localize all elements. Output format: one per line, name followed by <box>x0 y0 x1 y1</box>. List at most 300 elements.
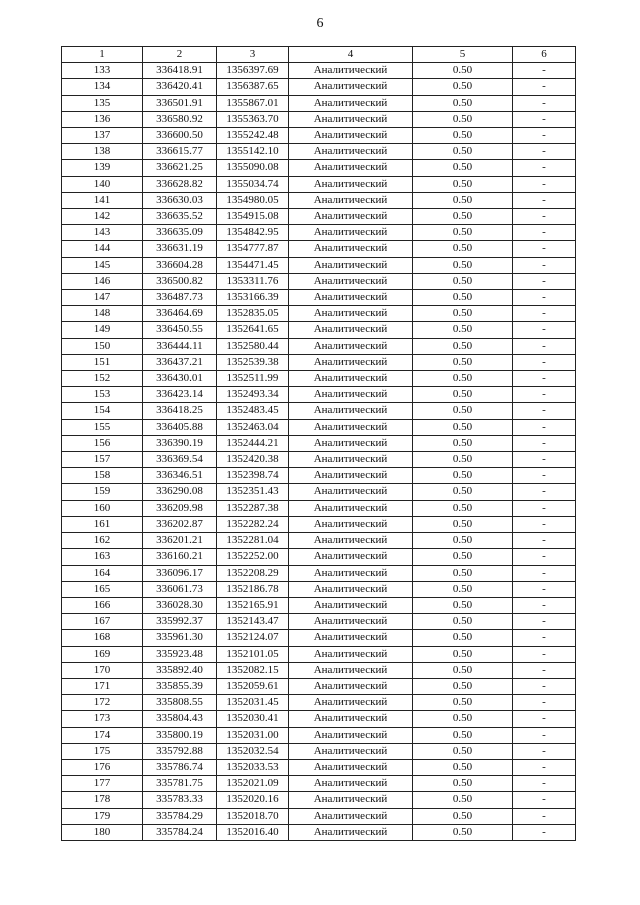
table-row <box>62 160 576 176</box>
table-row <box>62 63 576 79</box>
x-coordinate-cell: 336096.17 <box>143 565 217 581</box>
table-row <box>62 711 576 727</box>
table-row <box>62 290 576 306</box>
point-number-cell: 158 <box>62 468 143 484</box>
y-coordinate-cell: 1352420.38 <box>217 452 289 468</box>
point-number-cell: 174 <box>62 727 143 743</box>
note-cell: - <box>513 516 576 532</box>
y-coordinate-cell: 1352031.00 <box>217 727 289 743</box>
x-coordinate-cell: 336202.87 <box>143 516 217 532</box>
method-cell: Аналитический <box>289 792 413 808</box>
note-cell: - <box>513 371 576 387</box>
x-coordinate-cell: 335784.24 <box>143 824 217 840</box>
accuracy-cell: 0.50 <box>413 176 513 192</box>
y-coordinate-cell: 1352252.00 <box>217 549 289 565</box>
y-coordinate-cell: 1352483.45 <box>217 403 289 419</box>
accuracy-cell: 0.50 <box>413 306 513 322</box>
method-cell: Аналитический <box>289 79 413 95</box>
point-number-cell: 133 <box>62 63 143 79</box>
table-row <box>62 581 576 597</box>
column-header: 3 <box>217 47 289 63</box>
table-row <box>62 549 576 565</box>
method-cell: Аналитический <box>289 776 413 792</box>
y-coordinate-cell: 1352101.05 <box>217 646 289 662</box>
table-row <box>62 144 576 160</box>
x-coordinate-cell: 336631.19 <box>143 241 217 257</box>
note-cell: - <box>513 727 576 743</box>
x-coordinate-cell: 335892.40 <box>143 662 217 678</box>
table-row <box>62 808 576 824</box>
accuracy-cell: 0.50 <box>413 678 513 694</box>
accuracy-cell: 0.50 <box>413 209 513 225</box>
x-coordinate-cell: 336635.52 <box>143 209 217 225</box>
method-cell: Аналитический <box>289 759 413 775</box>
method-cell: Аналитический <box>289 533 413 549</box>
y-coordinate-cell: 1355363.70 <box>217 111 289 127</box>
x-coordinate-cell: 336290.08 <box>143 484 217 500</box>
method-cell: Аналитический <box>289 371 413 387</box>
accuracy-cell: 0.50 <box>413 241 513 257</box>
note-cell: - <box>513 759 576 775</box>
note-cell: - <box>513 160 576 176</box>
column-header: 2 <box>143 47 217 63</box>
point-number-cell: 156 <box>62 435 143 451</box>
note-cell: - <box>513 209 576 225</box>
accuracy-cell: 0.50 <box>413 549 513 565</box>
method-cell: Аналитический <box>289 95 413 111</box>
accuracy-cell: 0.50 <box>413 419 513 435</box>
method-cell: Аналитический <box>289 354 413 370</box>
point-number-cell: 179 <box>62 808 143 824</box>
method-cell: Аналитический <box>289 565 413 581</box>
x-coordinate-cell: 336437.21 <box>143 354 217 370</box>
x-coordinate-cell: 335961.30 <box>143 630 217 646</box>
accuracy-cell: 0.50 <box>413 468 513 484</box>
note-cell: - <box>513 695 576 711</box>
method-cell: Аналитический <box>289 273 413 289</box>
accuracy-cell: 0.50 <box>413 727 513 743</box>
point-number-cell: 137 <box>62 128 143 144</box>
note-cell: - <box>513 403 576 419</box>
y-coordinate-cell: 1354842.95 <box>217 225 289 241</box>
note-cell: - <box>513 338 576 354</box>
x-coordinate-cell: 336450.55 <box>143 322 217 338</box>
note-cell: - <box>513 549 576 565</box>
y-coordinate-cell: 1352398.74 <box>217 468 289 484</box>
accuracy-cell: 0.50 <box>413 824 513 840</box>
point-number-cell: 148 <box>62 306 143 322</box>
y-coordinate-cell: 1352511.99 <box>217 371 289 387</box>
accuracy-cell: 0.50 <box>413 111 513 127</box>
point-number-cell: 144 <box>62 241 143 257</box>
x-coordinate-cell: 335808.55 <box>143 695 217 711</box>
column-header: 6 <box>513 47 576 63</box>
method-cell: Аналитический <box>289 176 413 192</box>
table-row <box>62 743 576 759</box>
table-row <box>62 306 576 322</box>
y-coordinate-cell: 1352030.41 <box>217 711 289 727</box>
method-cell: Аналитический <box>289 290 413 306</box>
point-number-cell: 166 <box>62 597 143 613</box>
x-coordinate-cell: 336061.73 <box>143 581 217 597</box>
accuracy-cell: 0.50 <box>413 160 513 176</box>
point-number-cell: 141 <box>62 192 143 208</box>
table-row <box>62 387 576 403</box>
method-cell: Аналитический <box>289 225 413 241</box>
table-row <box>62 111 576 127</box>
y-coordinate-cell: 1355242.48 <box>217 128 289 144</box>
method-cell: Аналитический <box>289 241 413 257</box>
point-number-cell: 143 <box>62 225 143 241</box>
table-row <box>62 273 576 289</box>
method-cell: Аналитический <box>289 808 413 824</box>
point-number-cell: 153 <box>62 387 143 403</box>
accuracy-cell: 0.50 <box>413 695 513 711</box>
x-coordinate-cell: 336160.21 <box>143 549 217 565</box>
y-coordinate-cell: 1352124.07 <box>217 630 289 646</box>
accuracy-cell: 0.50 <box>413 581 513 597</box>
note-cell: - <box>513 419 576 435</box>
method-cell: Аналитический <box>289 695 413 711</box>
table-row <box>62 792 576 808</box>
y-coordinate-cell: 1352282.24 <box>217 516 289 532</box>
accuracy-cell: 0.50 <box>413 403 513 419</box>
note-cell: - <box>513 79 576 95</box>
table-row <box>62 419 576 435</box>
y-coordinate-cell: 1352444.21 <box>217 435 289 451</box>
table-row <box>62 79 576 95</box>
note-cell: - <box>513 597 576 613</box>
y-coordinate-cell: 1352143.47 <box>217 614 289 630</box>
note-cell: - <box>513 192 576 208</box>
note-cell: - <box>513 257 576 273</box>
accuracy-cell: 0.50 <box>413 435 513 451</box>
accuracy-cell: 0.50 <box>413 452 513 468</box>
accuracy-cell: 0.50 <box>413 743 513 759</box>
y-coordinate-cell: 1355142.10 <box>217 144 289 160</box>
method-cell: Аналитический <box>289 192 413 208</box>
note-cell: - <box>513 322 576 338</box>
table-row <box>62 354 576 370</box>
accuracy-cell: 0.50 <box>413 192 513 208</box>
accuracy-cell: 0.50 <box>413 630 513 646</box>
method-cell: Аналитический <box>289 452 413 468</box>
point-number-cell: 136 <box>62 111 143 127</box>
y-coordinate-cell: 1352032.54 <box>217 743 289 759</box>
x-coordinate-cell: 336346.51 <box>143 468 217 484</box>
y-coordinate-cell: 1352351.43 <box>217 484 289 500</box>
table-body <box>62 63 576 841</box>
y-coordinate-cell: 1352493.34 <box>217 387 289 403</box>
point-number-cell: 175 <box>62 743 143 759</box>
x-coordinate-cell: 336500.82 <box>143 273 217 289</box>
x-coordinate-cell: 336501.91 <box>143 95 217 111</box>
point-number-cell: 154 <box>62 403 143 419</box>
method-cell: Аналитический <box>289 306 413 322</box>
x-coordinate-cell: 335800.19 <box>143 727 217 743</box>
table-row <box>62 95 576 111</box>
method-cell: Аналитический <box>289 403 413 419</box>
x-coordinate-cell: 336430.01 <box>143 371 217 387</box>
x-coordinate-cell: 336420.41 <box>143 79 217 95</box>
table-row <box>62 192 576 208</box>
accuracy-cell: 0.50 <box>413 759 513 775</box>
accuracy-cell: 0.50 <box>413 711 513 727</box>
accuracy-cell: 0.50 <box>413 565 513 581</box>
note-cell: - <box>513 678 576 694</box>
note-cell: - <box>513 776 576 792</box>
y-coordinate-cell: 1352208.29 <box>217 565 289 581</box>
table-row <box>62 371 576 387</box>
accuracy-cell: 0.50 <box>413 354 513 370</box>
coordinates-table <box>61 46 576 841</box>
method-cell: Аналитический <box>289 614 413 630</box>
accuracy-cell: 0.50 <box>413 776 513 792</box>
x-coordinate-cell: 335804.43 <box>143 711 217 727</box>
note-cell: - <box>513 743 576 759</box>
x-coordinate-cell: 336580.92 <box>143 111 217 127</box>
accuracy-cell: 0.50 <box>413 63 513 79</box>
x-coordinate-cell: 335783.33 <box>143 792 217 808</box>
accuracy-cell: 0.50 <box>413 371 513 387</box>
table-row <box>62 452 576 468</box>
point-number-cell: 145 <box>62 257 143 273</box>
note-cell: - <box>513 662 576 678</box>
note-cell: - <box>513 354 576 370</box>
table-row <box>62 484 576 500</box>
y-coordinate-cell: 1355034.74 <box>217 176 289 192</box>
x-coordinate-cell: 335855.39 <box>143 678 217 694</box>
point-number-cell: 151 <box>62 354 143 370</box>
accuracy-cell: 0.50 <box>413 533 513 549</box>
method-cell: Аналитический <box>289 500 413 516</box>
method-cell: Аналитический <box>289 257 413 273</box>
point-number-cell: 142 <box>62 209 143 225</box>
accuracy-cell: 0.50 <box>413 257 513 273</box>
point-number-cell: 140 <box>62 176 143 192</box>
accuracy-cell: 0.50 <box>413 290 513 306</box>
note-cell: - <box>513 452 576 468</box>
note-cell: - <box>513 306 576 322</box>
table-row <box>62 662 576 678</box>
accuracy-cell: 0.50 <box>413 614 513 630</box>
column-header: 4 <box>289 47 413 63</box>
x-coordinate-cell: 336390.19 <box>143 435 217 451</box>
x-coordinate-cell: 336600.50 <box>143 128 217 144</box>
y-coordinate-cell: 1352835.05 <box>217 306 289 322</box>
table-row <box>62 322 576 338</box>
note-cell: - <box>513 565 576 581</box>
note-cell: - <box>513 435 576 451</box>
note-cell: - <box>513 144 576 160</box>
table-row <box>62 128 576 144</box>
point-number-cell: 139 <box>62 160 143 176</box>
x-coordinate-cell: 336201.21 <box>143 533 217 549</box>
accuracy-cell: 0.50 <box>413 662 513 678</box>
method-cell: Аналитический <box>289 727 413 743</box>
point-number-cell: 135 <box>62 95 143 111</box>
table-row <box>62 516 576 532</box>
point-number-cell: 147 <box>62 290 143 306</box>
point-number-cell: 168 <box>62 630 143 646</box>
point-number-cell: 171 <box>62 678 143 694</box>
method-cell: Аналитический <box>289 581 413 597</box>
method-cell: Аналитический <box>289 662 413 678</box>
note-cell: - <box>513 824 576 840</box>
y-coordinate-cell: 1355867.01 <box>217 95 289 111</box>
method-cell: Аналитический <box>289 128 413 144</box>
y-coordinate-cell: 1352018.70 <box>217 808 289 824</box>
table-row <box>62 727 576 743</box>
note-cell: - <box>513 225 576 241</box>
table-row <box>62 225 576 241</box>
note-cell: - <box>513 128 576 144</box>
y-coordinate-cell: 1353166.39 <box>217 290 289 306</box>
note-cell: - <box>513 808 576 824</box>
accuracy-cell: 0.50 <box>413 808 513 824</box>
method-cell: Аналитический <box>289 338 413 354</box>
y-coordinate-cell: 1352281.04 <box>217 533 289 549</box>
point-number-cell: 177 <box>62 776 143 792</box>
y-coordinate-cell: 1352463.04 <box>217 419 289 435</box>
x-coordinate-cell: 336621.25 <box>143 160 217 176</box>
method-cell: Аналитический <box>289 711 413 727</box>
method-cell: Аналитический <box>289 419 413 435</box>
column-header: 5 <box>413 47 513 63</box>
point-number-cell: 134 <box>62 79 143 95</box>
x-coordinate-cell: 336628.82 <box>143 176 217 192</box>
y-coordinate-cell: 1352287.38 <box>217 500 289 516</box>
point-number-cell: 161 <box>62 516 143 532</box>
accuracy-cell: 0.50 <box>413 95 513 111</box>
point-number-cell: 164 <box>62 565 143 581</box>
note-cell: - <box>513 792 576 808</box>
note-cell: - <box>513 290 576 306</box>
point-number-cell: 160 <box>62 500 143 516</box>
note-cell: - <box>513 711 576 727</box>
y-coordinate-cell: 1352082.15 <box>217 662 289 678</box>
y-coordinate-cell: 1353311.76 <box>217 273 289 289</box>
note-cell: - <box>513 484 576 500</box>
x-coordinate-cell: 335784.29 <box>143 808 217 824</box>
point-number-cell: 173 <box>62 711 143 727</box>
x-coordinate-cell: 336028.30 <box>143 597 217 613</box>
accuracy-cell: 0.50 <box>413 597 513 613</box>
table-row <box>62 533 576 549</box>
y-coordinate-cell: 1354915.08 <box>217 209 289 225</box>
method-cell: Аналитический <box>289 144 413 160</box>
table-row <box>62 403 576 419</box>
method-cell: Аналитический <box>289 824 413 840</box>
accuracy-cell: 0.50 <box>413 225 513 241</box>
accuracy-cell: 0.50 <box>413 500 513 516</box>
accuracy-cell: 0.50 <box>413 516 513 532</box>
accuracy-cell: 0.50 <box>413 273 513 289</box>
table-row <box>62 565 576 581</box>
point-number-cell: 159 <box>62 484 143 500</box>
table-row <box>62 500 576 516</box>
x-coordinate-cell: 335781.75 <box>143 776 217 792</box>
y-coordinate-cell: 1352580.44 <box>217 338 289 354</box>
page-number: 6 <box>316 16 324 31</box>
table-row <box>62 468 576 484</box>
note-cell: - <box>513 63 576 79</box>
point-number-cell: 149 <box>62 322 143 338</box>
y-coordinate-cell: 1356397.69 <box>217 63 289 79</box>
point-number-cell: 150 <box>62 338 143 354</box>
x-coordinate-cell: 335786.74 <box>143 759 217 775</box>
x-coordinate-cell: 336369.54 <box>143 452 217 468</box>
accuracy-cell: 0.50 <box>413 338 513 354</box>
point-number-cell: 172 <box>62 695 143 711</box>
method-cell: Аналитический <box>289 646 413 662</box>
point-number-cell: 178 <box>62 792 143 808</box>
note-cell: - <box>513 581 576 597</box>
accuracy-cell: 0.50 <box>413 322 513 338</box>
x-coordinate-cell: 336464.69 <box>143 306 217 322</box>
accuracy-cell: 0.50 <box>413 387 513 403</box>
point-number-cell: 138 <box>62 144 143 160</box>
point-number-cell: 180 <box>62 824 143 840</box>
x-coordinate-cell: 335992.37 <box>143 614 217 630</box>
x-coordinate-cell: 336635.09 <box>143 225 217 241</box>
accuracy-cell: 0.50 <box>413 79 513 95</box>
note-cell: - <box>513 176 576 192</box>
x-coordinate-cell: 335792.88 <box>143 743 217 759</box>
y-coordinate-cell: 1352539.38 <box>217 354 289 370</box>
y-coordinate-cell: 1354980.05 <box>217 192 289 208</box>
point-number-cell: 152 <box>62 371 143 387</box>
method-cell: Аналитический <box>289 322 413 338</box>
method-cell: Аналитический <box>289 468 413 484</box>
x-coordinate-cell: 336418.25 <box>143 403 217 419</box>
table-row <box>62 176 576 192</box>
x-coordinate-cell: 336405.88 <box>143 419 217 435</box>
point-number-cell: 162 <box>62 533 143 549</box>
note-cell: - <box>513 646 576 662</box>
table-row <box>62 678 576 694</box>
x-coordinate-cell: 336423.14 <box>143 387 217 403</box>
table-row <box>62 695 576 711</box>
method-cell: Аналитический <box>289 549 413 565</box>
method-cell: Аналитический <box>289 630 413 646</box>
y-coordinate-cell: 1352033.53 <box>217 759 289 775</box>
column-header: 1 <box>62 47 143 63</box>
table-row <box>62 241 576 257</box>
x-coordinate-cell: 336615.77 <box>143 144 217 160</box>
accuracy-cell: 0.50 <box>413 484 513 500</box>
table-row <box>62 338 576 354</box>
y-coordinate-cell: 1352641.65 <box>217 322 289 338</box>
method-cell: Аналитический <box>289 678 413 694</box>
y-coordinate-cell: 1352165.91 <box>217 597 289 613</box>
method-cell: Аналитический <box>289 435 413 451</box>
x-coordinate-cell: 336487.73 <box>143 290 217 306</box>
table-row <box>62 759 576 775</box>
note-cell: - <box>513 241 576 257</box>
accuracy-cell: 0.50 <box>413 792 513 808</box>
method-cell: Аналитический <box>289 597 413 613</box>
y-coordinate-cell: 1352016.40 <box>217 824 289 840</box>
note-cell: - <box>513 111 576 127</box>
note-cell: - <box>513 614 576 630</box>
x-coordinate-cell: 336630.03 <box>143 192 217 208</box>
method-cell: Аналитический <box>289 111 413 127</box>
x-coordinate-cell: 336444.11 <box>143 338 217 354</box>
accuracy-cell: 0.50 <box>413 646 513 662</box>
point-number-cell: 167 <box>62 614 143 630</box>
method-cell: Аналитический <box>289 63 413 79</box>
